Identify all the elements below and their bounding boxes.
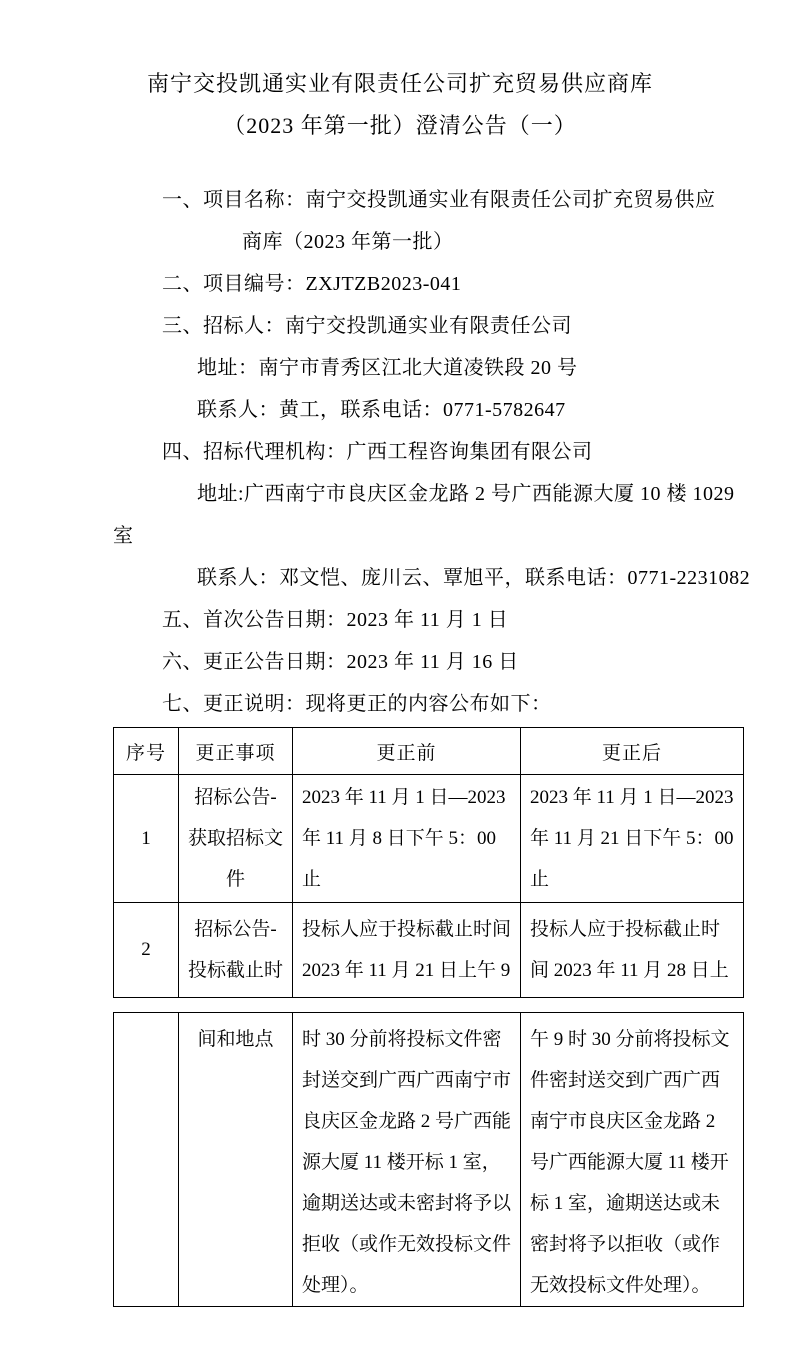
body-line-tenderer-contact: 联系人：黄工，联系电话：0771-5782647 [197,399,566,421]
body-line-tenderer-address: 地址：南宁市青秀区江北大道凌铁段 20 号 [197,357,578,379]
row2-item: 招标公告-投标截止时 [179,903,293,998]
body-line-project-name-wrap: 商库（2023 年第一批） [242,231,454,253]
body-line-first-notice-date: 五、首次公告日期：2023 年 11 月 1 日 [162,609,509,631]
body-line-agency-contact: 联系人：邓文恺、庞川云、覃旭平，联系电话：0771-2231082 [197,567,751,589]
body-line-agency-address: 地址:广西南宁市良庆区金龙路 2 号广西能源大厦 10 楼 1029 [197,483,735,505]
table-row [114,775,744,903]
row2-before: 投标人应于投标截止时间 2023 年 11 月 21 日上午 9 [293,903,521,998]
header-before: 更正前 [293,728,521,775]
body-line-project-name: 一、项目名称：南宁交投凯通实业有限责任公司扩充贸易供应 [162,189,716,211]
body-line-correction-date: 六、更正公告日期：2023 年 11 月 16 日 [162,651,519,673]
row1-after: 2023 年 11 月 1 日—2023 年 11 月 21 日下午 5：00 止 [521,775,744,903]
header-after: 更正后 [521,728,744,775]
correction-table [113,727,744,998]
table-row [114,903,744,998]
table-row [114,1013,744,1307]
title-line-1: 南宁交投凯通实业有限责任公司扩充贸易供应商库 [146,71,653,96]
page-break-gap [113,998,753,1010]
rowc-after: 午 9 时 30 分前将投标文件密封送交到广西广西南宁市良庆区金龙路 2 号广西能源大厦 11 楼开标 1 室，逾期送达或未密封将予以拒收（或作无效投标文件处理）。 [521,1013,744,1307]
row1-no: 1 [114,775,179,903]
title-line-2: （2023 年第一批）澄清公告（一） [223,113,577,138]
row2-after: 投标人应于投标截止时 间 2023 年 11 月 28 日上 [521,903,744,998]
rowc-item: 间和地点 [179,1013,293,1307]
row1-item: 招标公告-获取招标文件 [179,775,293,903]
row1-before: 2023 年 11 月 1 日—2023 年 11 月 8 日下午 5：00 止 [293,775,521,903]
body-line-agency: 四、招标代理机构：广西工程咨询集团有限公司 [162,441,593,463]
document-title [0,0,800,147]
body-line-agency-address-wrap: 室 [113,525,134,547]
header-correct-item: 更正事项 [179,728,293,775]
body-line-tenderer: 三、招标人：南宁交投凯通实业有限责任公司 [162,315,572,337]
row2-no: 2 [114,903,179,998]
rowc-before: 时 30 分前将投标文件密封送交到广西广西南宁市良庆区金龙路 2 号广西能源大厦 11 楼开标 1 室，逾期送达或未密封将予以拒收（或作无效投标文件处理）。 [293,1013,521,1307]
correction-table-continuation [113,1012,744,1307]
body-line-correction-note: 七、更正说明：现将更正的内容公布如下： [162,693,552,715]
header-seq-no: 序号 [114,728,179,775]
document-body [0,179,753,1307]
correction-table-header-row [114,728,744,775]
body-line-project-number: 二、项目编号：ZXJTZB2023-041 [162,273,462,295]
rowc-no [114,1013,179,1307]
